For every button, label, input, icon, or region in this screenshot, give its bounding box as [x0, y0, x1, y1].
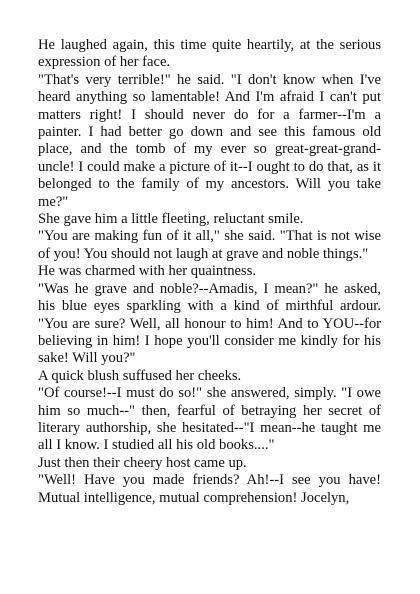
- paragraph: "That's very terrible!" he said. "I don't know when I've heard anything so lamentable! And I'm afraid I can't put matters right! I should never do for a farmer--I'm a painter. I had better go down and see this famous old place, and the tomb of my ever so great-great-grand-uncle! I could make a picture of it--I ought to do that, as it belonged to the family of my ancestors. Will you take me?": [38, 71, 381, 210]
- paragraph: "Of course!--I must do so!" she answered, simply. "I owe him so much--" then, fearful of betraying her secret of literary authorship, she hesitated--"I mean--he taught me all I know. I studied all his old books....": [38, 385, 381, 454]
- paragraph: He was charmed with her quaintness.: [38, 263, 257, 280]
- page-text: [38, 37, 381, 507]
- paragraph: "You are making fun of it all," she said. "That is not wise of you! You should not laugh at grave and noble things.": [38, 228, 381, 262]
- paragraph: He laughed again, this time quite heartily, at the serious expression of her face.: [38, 37, 381, 71]
- paragraph: A quick blush suffused her cheeks.: [38, 367, 242, 384]
- paragraph: She gave him a little fleeting, reluctant smile.: [38, 211, 304, 228]
- paragraph: "Well! Have you made friends? Ah!--I see you have! Mutual intelligence, mutual comprehension! Jocelyn,: [38, 472, 381, 506]
- paragraph: Just then their cheery host came up.: [38, 454, 247, 471]
- paragraph: "Was he grave and noble?--Amadis, I mean?" he asked, his blue eyes sparkling with a kind of mirthful ardour. "You are sure? Well, all honour to him! And to YOU--for believing in him! I hope you'll consider me kindly for his sake! Will you?": [38, 280, 381, 367]
